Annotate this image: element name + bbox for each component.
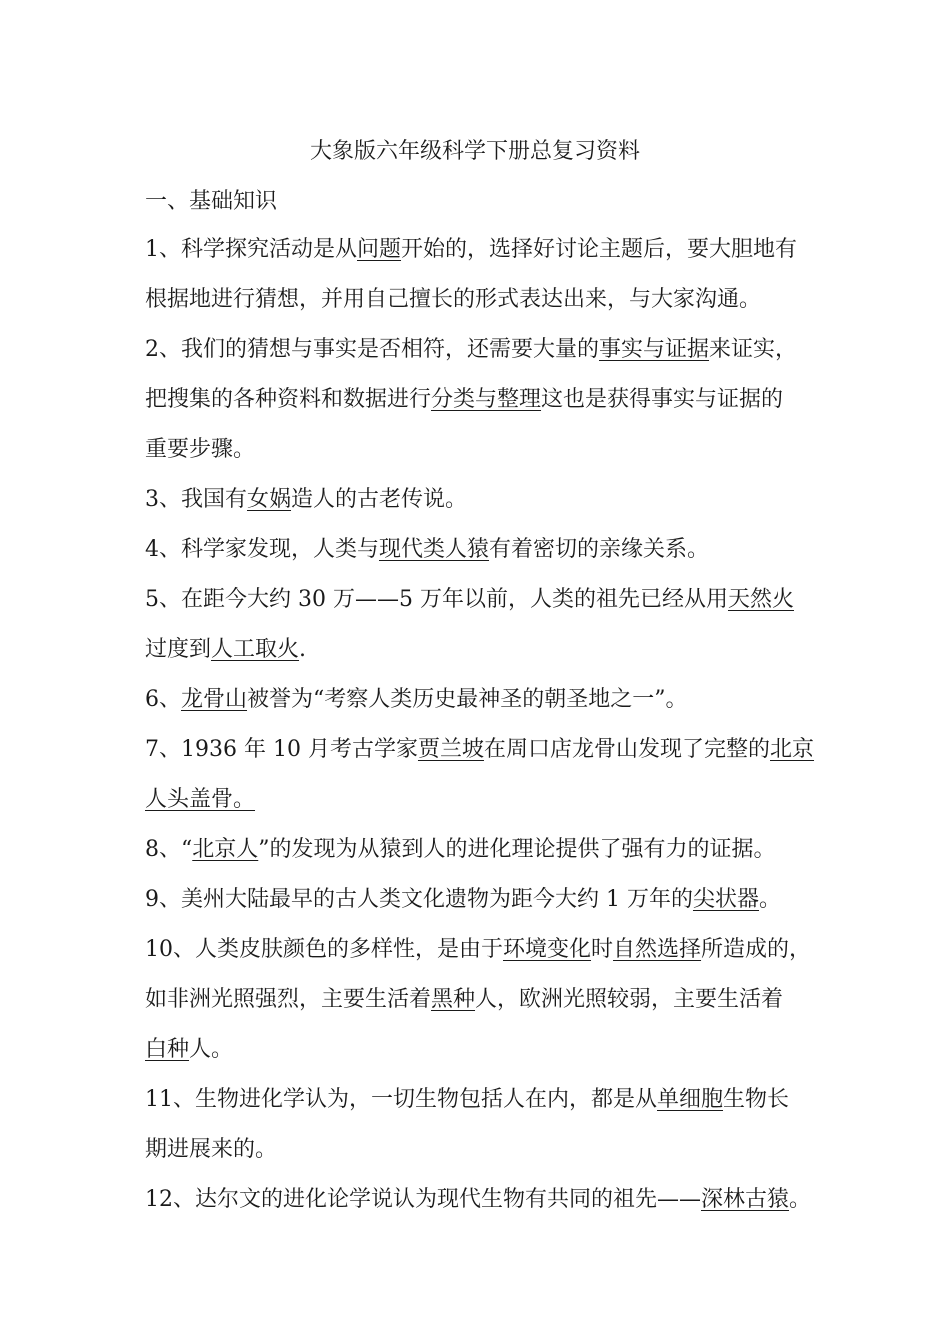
text-segment: .	[299, 637, 307, 662]
text-segment: 2、我们的猜想与事实是否相符，还需要大量的	[145, 337, 599, 362]
underlined-answer: 龙骨山	[181, 687, 248, 712]
text-segment: 人，欧洲光照较弱，主要生活着	[475, 987, 784, 1012]
text-segment: 生物长	[723, 1087, 790, 1112]
underlined-answer: 现代类人猿	[379, 537, 490, 562]
text-line	[145, 984, 783, 1016]
text-line	[145, 634, 306, 666]
text-segment: 根据地进行猜想，并用自己擅长的形式表达出来，与大家沟通。	[145, 287, 762, 312]
underlined-answer: 女娲	[247, 487, 292, 512]
text-segment: 造人的古老传说。	[291, 487, 468, 512]
text-segment: 8、“	[145, 837, 193, 862]
text-line	[145, 1034, 233, 1066]
text-line	[145, 534, 709, 566]
text-segment: 10、人类皮肤颜色的多样性，是由于	[145, 937, 503, 962]
underlined-answer: 事实与证据	[599, 337, 710, 362]
underlined-answer: 黑种	[431, 987, 476, 1012]
text-segment: 如非洲光照强烈，主要生活着	[145, 987, 432, 1012]
section-heading: 一、基础知识	[145, 189, 278, 214]
text-line	[145, 334, 797, 366]
text-segment: 12、达尔文的进化论学说认为现代生物有共同的祖先——	[145, 1187, 701, 1212]
underlined-answer: 深林古猿	[701, 1187, 790, 1212]
underlined-answer: 白种	[145, 1037, 190, 1062]
page-title: 大象版六年级科学下册总复习资料	[309, 139, 640, 164]
text-segment: 人。	[189, 1037, 234, 1062]
text-segment: 6、	[145, 687, 181, 712]
text-segment: ”的发现为从猿到人的进化理论提供了强有力的证据。	[258, 837, 776, 862]
underlined-answer: 贾兰坡	[417, 737, 484, 762]
text-line	[145, 734, 814, 766]
text-segment: 被誉为“考察人类历史最神圣的朝圣地之一”。	[247, 687, 688, 712]
text-line	[145, 934, 811, 966]
text-line	[145, 834, 776, 866]
underlined-answer: 人工取火	[211, 637, 300, 662]
text-line	[145, 684, 688, 716]
text-segment: 开始的，选择好讨论主题后，要大胆地有	[401, 237, 798, 262]
text-line	[145, 384, 783, 416]
text-line	[145, 784, 255, 816]
underlined-answer: 尖状器	[692, 887, 759, 912]
text-segment: 所造成的，	[701, 937, 812, 962]
text-segment: 7、1936 年 10 月考古学家	[145, 737, 418, 762]
text-line	[145, 884, 781, 916]
text-segment: 在周口店龙骨山发现了完整的	[483, 737, 770, 762]
text-segment: 过度到	[145, 637, 212, 662]
text-segment: 期进展来的。	[145, 1137, 278, 1162]
underlined-answer: 环境变化	[503, 937, 592, 962]
text-segment: 这也是获得事实与证据的	[541, 387, 784, 412]
text-segment: 4、科学家发现，人类与	[145, 537, 379, 562]
text-line	[145, 234, 797, 266]
underlined-answer: 天然火	[727, 587, 794, 612]
underlined-answer: 问题	[357, 237, 402, 262]
text-segment: 时	[591, 937, 614, 962]
text-segment: 把搜集的各种资料和数据进行	[145, 387, 432, 412]
underlined-answer: 分类与整理	[431, 387, 542, 412]
underlined-answer: 单细胞	[657, 1087, 724, 1112]
text-segment: 有着密切的亲缘关系。	[489, 537, 710, 562]
text-segment: 。	[789, 1187, 812, 1212]
text-segment: 重要步骤。	[145, 437, 256, 462]
text-line	[145, 584, 794, 616]
text-line	[145, 1184, 811, 1216]
underlined-answer: 北京人	[192, 837, 259, 862]
underlined-answer: 北京	[770, 737, 815, 762]
text-line	[145, 1084, 789, 1116]
text-line	[145, 284, 761, 316]
text-segment: 来证实，	[709, 337, 798, 362]
text-segment: 1、科学探究活动是从	[145, 237, 357, 262]
text-segment: 5、在距今大约 30 万——5 万年以前，人类的祖先已经从用	[145, 587, 728, 612]
underlined-answer: 人头盖骨。	[145, 787, 256, 812]
text-line	[145, 434, 255, 466]
text-line	[145, 484, 467, 516]
text-segment: 11、生物进化学认为，一切生物包括人在内，都是从	[145, 1087, 657, 1112]
text-segment: 9、美州大陆最早的古人类文化遗物为距今大约 1 万年的	[145, 887, 693, 912]
text-segment: 3、我国有	[145, 487, 247, 512]
underlined-answer: 自然选择	[613, 937, 702, 962]
text-line	[145, 1134, 277, 1166]
text-segment: 。	[759, 887, 782, 912]
